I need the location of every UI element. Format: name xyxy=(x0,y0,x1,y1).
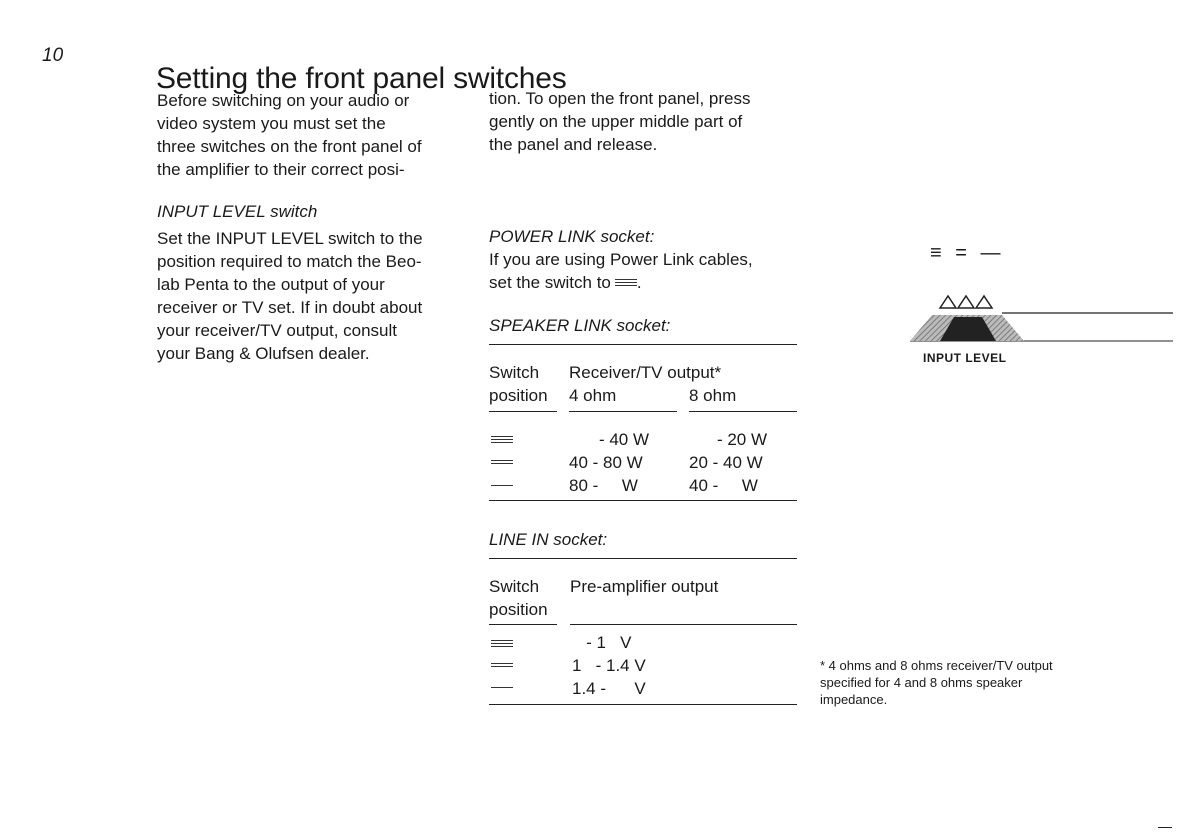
speaker-row-2-4ohm: 40 - 80 W xyxy=(569,453,643,472)
line-in-row-1: - 1 V xyxy=(572,633,632,652)
input-level-illustration xyxy=(910,288,1174,344)
power-link-line-2-text: set the switch to xyxy=(489,273,611,292)
speaker-header-rule-8ohm xyxy=(689,411,797,412)
power-link-line-2 xyxy=(489,271,753,294)
line-in-row-3: 1.4 - V xyxy=(572,679,646,698)
line-in-row-2: 1 - 1.4 V xyxy=(572,656,646,675)
intro-paragraph-left: Before switching on your audio or video system you must set the three switches on the front panel of the amplifier to their correct posi- xyxy=(157,91,422,179)
speaker-col-output: Receiver/TV output* xyxy=(569,363,722,382)
power-link-body xyxy=(489,248,753,294)
footnote: * 4 ohms and 8 ohms receiver/TV output specified for 4 and 8 ohms speaker impedance. xyxy=(820,658,1053,707)
line-in-col-switch-1: Switch xyxy=(489,577,540,596)
two-lines-icon xyxy=(491,460,513,466)
line-in-top-rule xyxy=(489,558,797,559)
speaker-col-switch-2: position xyxy=(489,386,548,405)
speaker-row-3-4ohm: 80 - W xyxy=(569,476,638,495)
input-level-heading: INPUT LEVEL switch xyxy=(157,202,318,221)
page-number: 10 xyxy=(42,45,64,66)
speaker-header-rule-switch xyxy=(489,411,557,412)
speaker-link-top-rule xyxy=(489,344,797,345)
speaker-row-2-8ohm: 20 - 40 W xyxy=(689,453,763,472)
speaker-row-1-4ohm: - 40 W xyxy=(598,430,649,449)
power-link-period: . xyxy=(636,273,642,292)
one-line-icon xyxy=(491,687,513,690)
line-in-header-rule-switch xyxy=(489,624,557,625)
three-lines-icon xyxy=(615,279,637,288)
power-link-line-1: If you are using Power Link cables, xyxy=(489,250,753,269)
one-line-icon xyxy=(491,485,513,488)
speaker-link-heading: SPEAKER LINK socket: xyxy=(489,316,671,335)
speaker-bottom-rule xyxy=(489,500,797,501)
intro-paragraph-right: tion. To open the front panel, press gently on the upper middle part of the panel and release. xyxy=(489,89,751,154)
line-in-heading: LINE IN socket: xyxy=(489,530,608,549)
line-in-bottom-rule xyxy=(489,704,797,705)
three-lines-icon xyxy=(491,640,513,649)
speaker-col-4ohm: 4 ohm xyxy=(569,386,617,405)
speaker-col-8ohm: 8 ohm xyxy=(689,386,737,405)
line-in-col-output: Pre-amplifier output xyxy=(570,577,719,596)
corner-mark xyxy=(1158,827,1172,828)
speaker-row-1-8ohm: - 20 W xyxy=(716,430,767,449)
speaker-header-rule-4ohm xyxy=(569,411,677,412)
triangle-icons xyxy=(940,296,992,308)
two-lines-icon xyxy=(491,663,513,669)
line-in-header-rule-output xyxy=(570,624,797,625)
switch-symbols: ≡ = — xyxy=(930,242,1005,264)
line-in-col-switch-2: position xyxy=(489,600,548,619)
input-level-label: INPUT LEVEL xyxy=(923,351,1007,365)
three-lines-icon xyxy=(491,436,513,445)
speaker-col-switch-1: Switch xyxy=(489,363,540,382)
input-level-body: Set the INPUT LEVEL switch to the position required to match the Beo- lab Penta to the output of your receiver or TV set. If in doubt about your receiver/TV output, consult your Bang & Olufsen dealer. xyxy=(157,229,423,363)
speaker-row-3-8ohm: 40 - W xyxy=(689,476,758,495)
power-link-heading: POWER LINK socket: xyxy=(489,227,655,246)
page-title: Setting the front panel switches xyxy=(156,62,567,96)
